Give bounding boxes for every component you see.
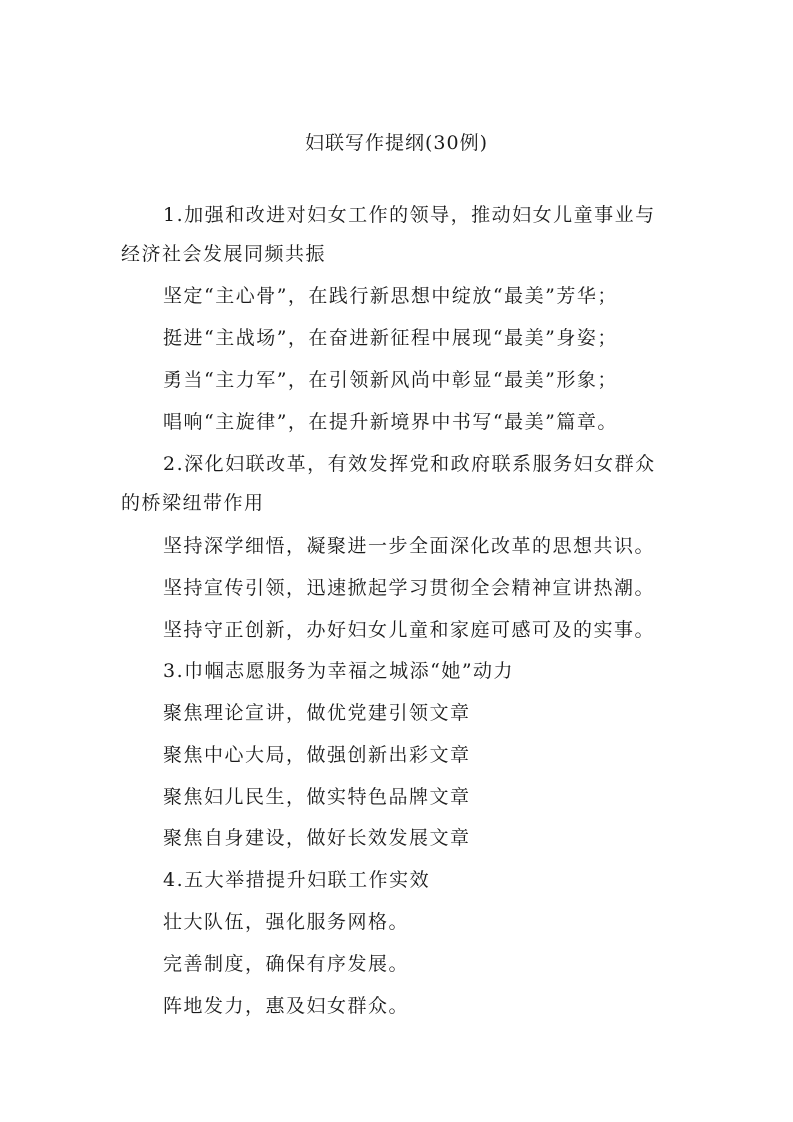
paragraph-line: 坚定“主心骨”，在践行新思想中绽放“最美”芳华； bbox=[163, 285, 618, 307]
section-heading-3: 3.巾帼志愿服务为幸福之城添“她”动力 bbox=[163, 660, 515, 682]
paragraph-line: 壮大队伍，强化服务网格。 bbox=[163, 911, 410, 933]
paragraph-line: 聚焦妇儿民生，做实特色品牌文章 bbox=[163, 786, 471, 808]
paragraph-line: 唱响“主旋律”，在提升新境界中书写“最美”篇章。 bbox=[163, 411, 618, 433]
paragraph-line: 坚持守正创新，办好妇女儿童和家庭可感可及的实事。 bbox=[163, 619, 656, 641]
paragraph-line: 坚持宣传引领，迅速掀起学习贯彻全会精神宣讲热潮。 bbox=[163, 577, 656, 599]
paragraph-line: 完善制度，确保有序发展。 bbox=[163, 953, 410, 975]
section-heading-4: 4.五大举措提升妇联工作实效 bbox=[163, 869, 431, 891]
paragraph-line: 坚持深学细悟，凝聚进一步全面深化改革的思想共识。 bbox=[163, 535, 656, 557]
paragraph-line: 聚焦理论宣讲，做优党建引领文章 bbox=[163, 702, 471, 724]
paragraph-line: 阵地发力，惠及妇女群众。 bbox=[163, 995, 410, 1017]
paragraph-line: 聚焦中心大局，做强创新出彩文章 bbox=[163, 744, 471, 766]
section-heading-1: 1.加强和改进对妇女工作的领导，推动妇女儿童事业与 bbox=[163, 204, 656, 226]
paragraph-line: 挺进“主战场”，在奋进新征程中展现“最美”身姿； bbox=[163, 327, 618, 349]
section-heading-2-continued: 的桥梁纽带作用 bbox=[121, 492, 265, 514]
paragraph-line: 聚焦自身建设，做好长效发展文章 bbox=[163, 827, 471, 849]
section-heading-2: 2.深化妇联改革，有效发挥党和政府联系服务妇女群众 bbox=[163, 453, 656, 475]
document-title: 妇联写作提纲(30例) bbox=[304, 132, 488, 154]
section-heading-1-continued: 经济社会发展同频共振 bbox=[121, 243, 327, 265]
paragraph-line: 勇当“主力军”，在引领新风尚中彰显“最美”形象； bbox=[163, 369, 618, 391]
